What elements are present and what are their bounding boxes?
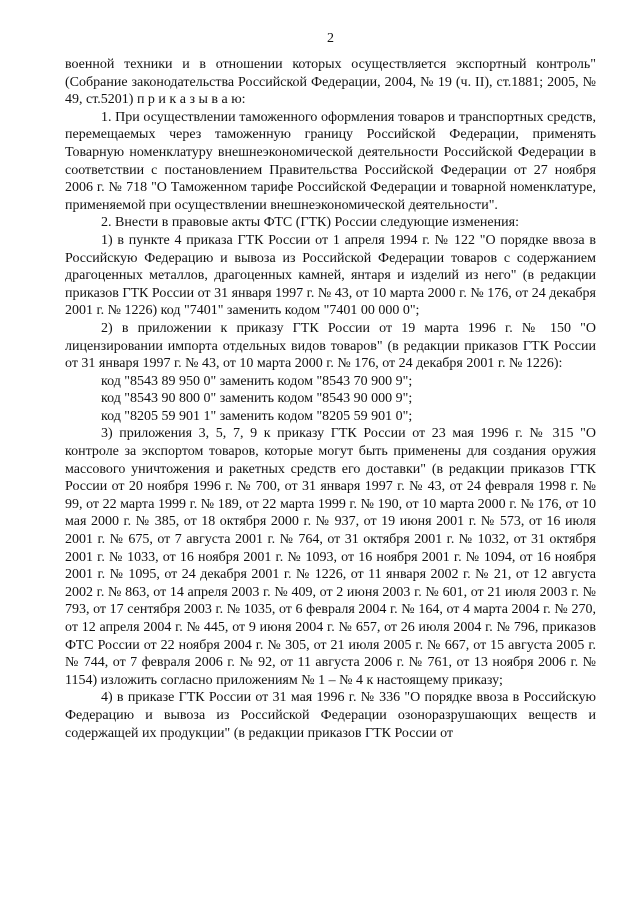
paragraph-intro: военной техники и в отношении которых осуществляется экспортный контроль" (Собрание законодательства Российской Федерации, 2004, № 19 (ч. II), ст.1881; 2005, № 49, ст.5201) п р и к а з ы в а ю: xyxy=(65,57,596,108)
paragraph-item-2: 2. Внести в правовые акты ФТС (ГТК) России следующие изменения: xyxy=(101,215,519,231)
paragraph-subitem-3: 3) приложения 3, 5, 7, 9 к приказу ГТК России от 23 мая 1996 г. № 315 "О контроле за экспортом товаров, которые могут быть применены для создания оружия массового уничтожения и ракетных средств его доставки" (в редакции приказов ГТК России от 20 ноября 1996 г. № 700, от 31 января 1997 г. № 43, от 24 февраля 1998 г. № 99, от 22 марта 1999 г. № 189, от 22 марта 1999 г. № 190, от 10 марта 2000 г. № 176, от 10 мая 2000 г. № 385, от 18 октября 2000 г. № 937, от 19 июня 2001 г. № 573, от 16 июля 2001 г. № 675, от 7 августа 2001 г. № 764, от 31 октября 2001 г. № 1032, от 31 октября 2001 г. № 1033, от 16 ноября 2001 г. № 1093, от 16 ноября 2001 г. № 1094, от 16 ноября 2001 г. № 1095, от 24 декабря 2001 г. № 1226, от 11 января 2002 г. № 21, от 12 августа 2002 г. № 863, от 14 апреля 2003 г. № 409, от 2 июня 2003 г. № 601, от 21 июля 2003 г. № 793, от 17 сентября 2003 г. № 1035, от 6 февраля 2004 г. № 164, от 4 марта 2004 г. № 270, от 12 апреля 2004 г. № 445, от 9 июня 2004 г. № 657, от 26 июля 2004 г. № 796, приказов ФТС России от 22 ноября 2004 г. № 305, от 21 июля 2005 г. № 667, от 15 августа 2005 г. № 744, от 7 февраля 2006 г. № 92, от 11 августа 2006 г. № 761, от 13 ноября 2006 г. № 1154) изложить согласно приложениям № 1 – № 4 к настоящему приказу; xyxy=(65,426,596,688)
code-replacement-line: код "8543 89 950 0" заменить кодом "8543 70 900 9"; xyxy=(101,373,413,389)
code-replacement-line: код "8543 90 800 0" заменить кодом "8543 90 000 9"; xyxy=(101,391,413,407)
paragraph-subitem-2: 2) в приложении к приказу ГТК России от 19 марта 1996 г. № 150 "О лицензировании импорта отдельных видов товаров" (в редакции приказов ГТК России от 31 января 1997 г. № 43, от 10 марта 2000 г. № 176, от 24 декабря 2001 г. № 1226): xyxy=(65,320,596,372)
paragraph-item-1: 1. При осуществлении таможенного оформления товаров и транспортных средств, перемещаемых через таможенную границу Российской Федерации, применять Товарную номенклатуру внешнеэкономической деятельности Российской Федерации в соответствии с постановлением Правительства Российской Федерации от 27 ноября 2006 г. № 718 "О Таможенном тарифе Российской Федерации и товарной номенклатуре, применяемой при осуществлении внешнеэкономической деятельности". xyxy=(65,109,596,213)
paragraph-subitem-1: 1) в пункте 4 приказа ГТК России от 1 апреля 1994 г. № 122 "О порядке ввоза в Российскую Федерацию и вывоза из Российской Федерации товаров с содержанием драгоценных металлов, драгоценных камней, янтаря и изделий из него" (в редакции приказов ГТК России от 31 января 1997 г. № 43, от 10 марта 2000 г. № 176, от 24 декабря 2001 г. № 1226) код "7401" заменить кодом "7401 00 000 0"; xyxy=(65,232,596,319)
page-number: 2 xyxy=(327,31,334,46)
code-replacement-line: код "8205 59 901 1" заменить кодом "8205 59 901 0"; xyxy=(101,408,413,424)
paragraph-subitem-4: 4) в приказе ГТК России от 31 мая 1996 г. № 336 "О порядке ввоза в Российскую Федерацию и вывоза из Российской Федерации озоноразрушающих веществ и содержащей их продукции" (в редакции приказов ГТК России от xyxy=(65,690,596,741)
